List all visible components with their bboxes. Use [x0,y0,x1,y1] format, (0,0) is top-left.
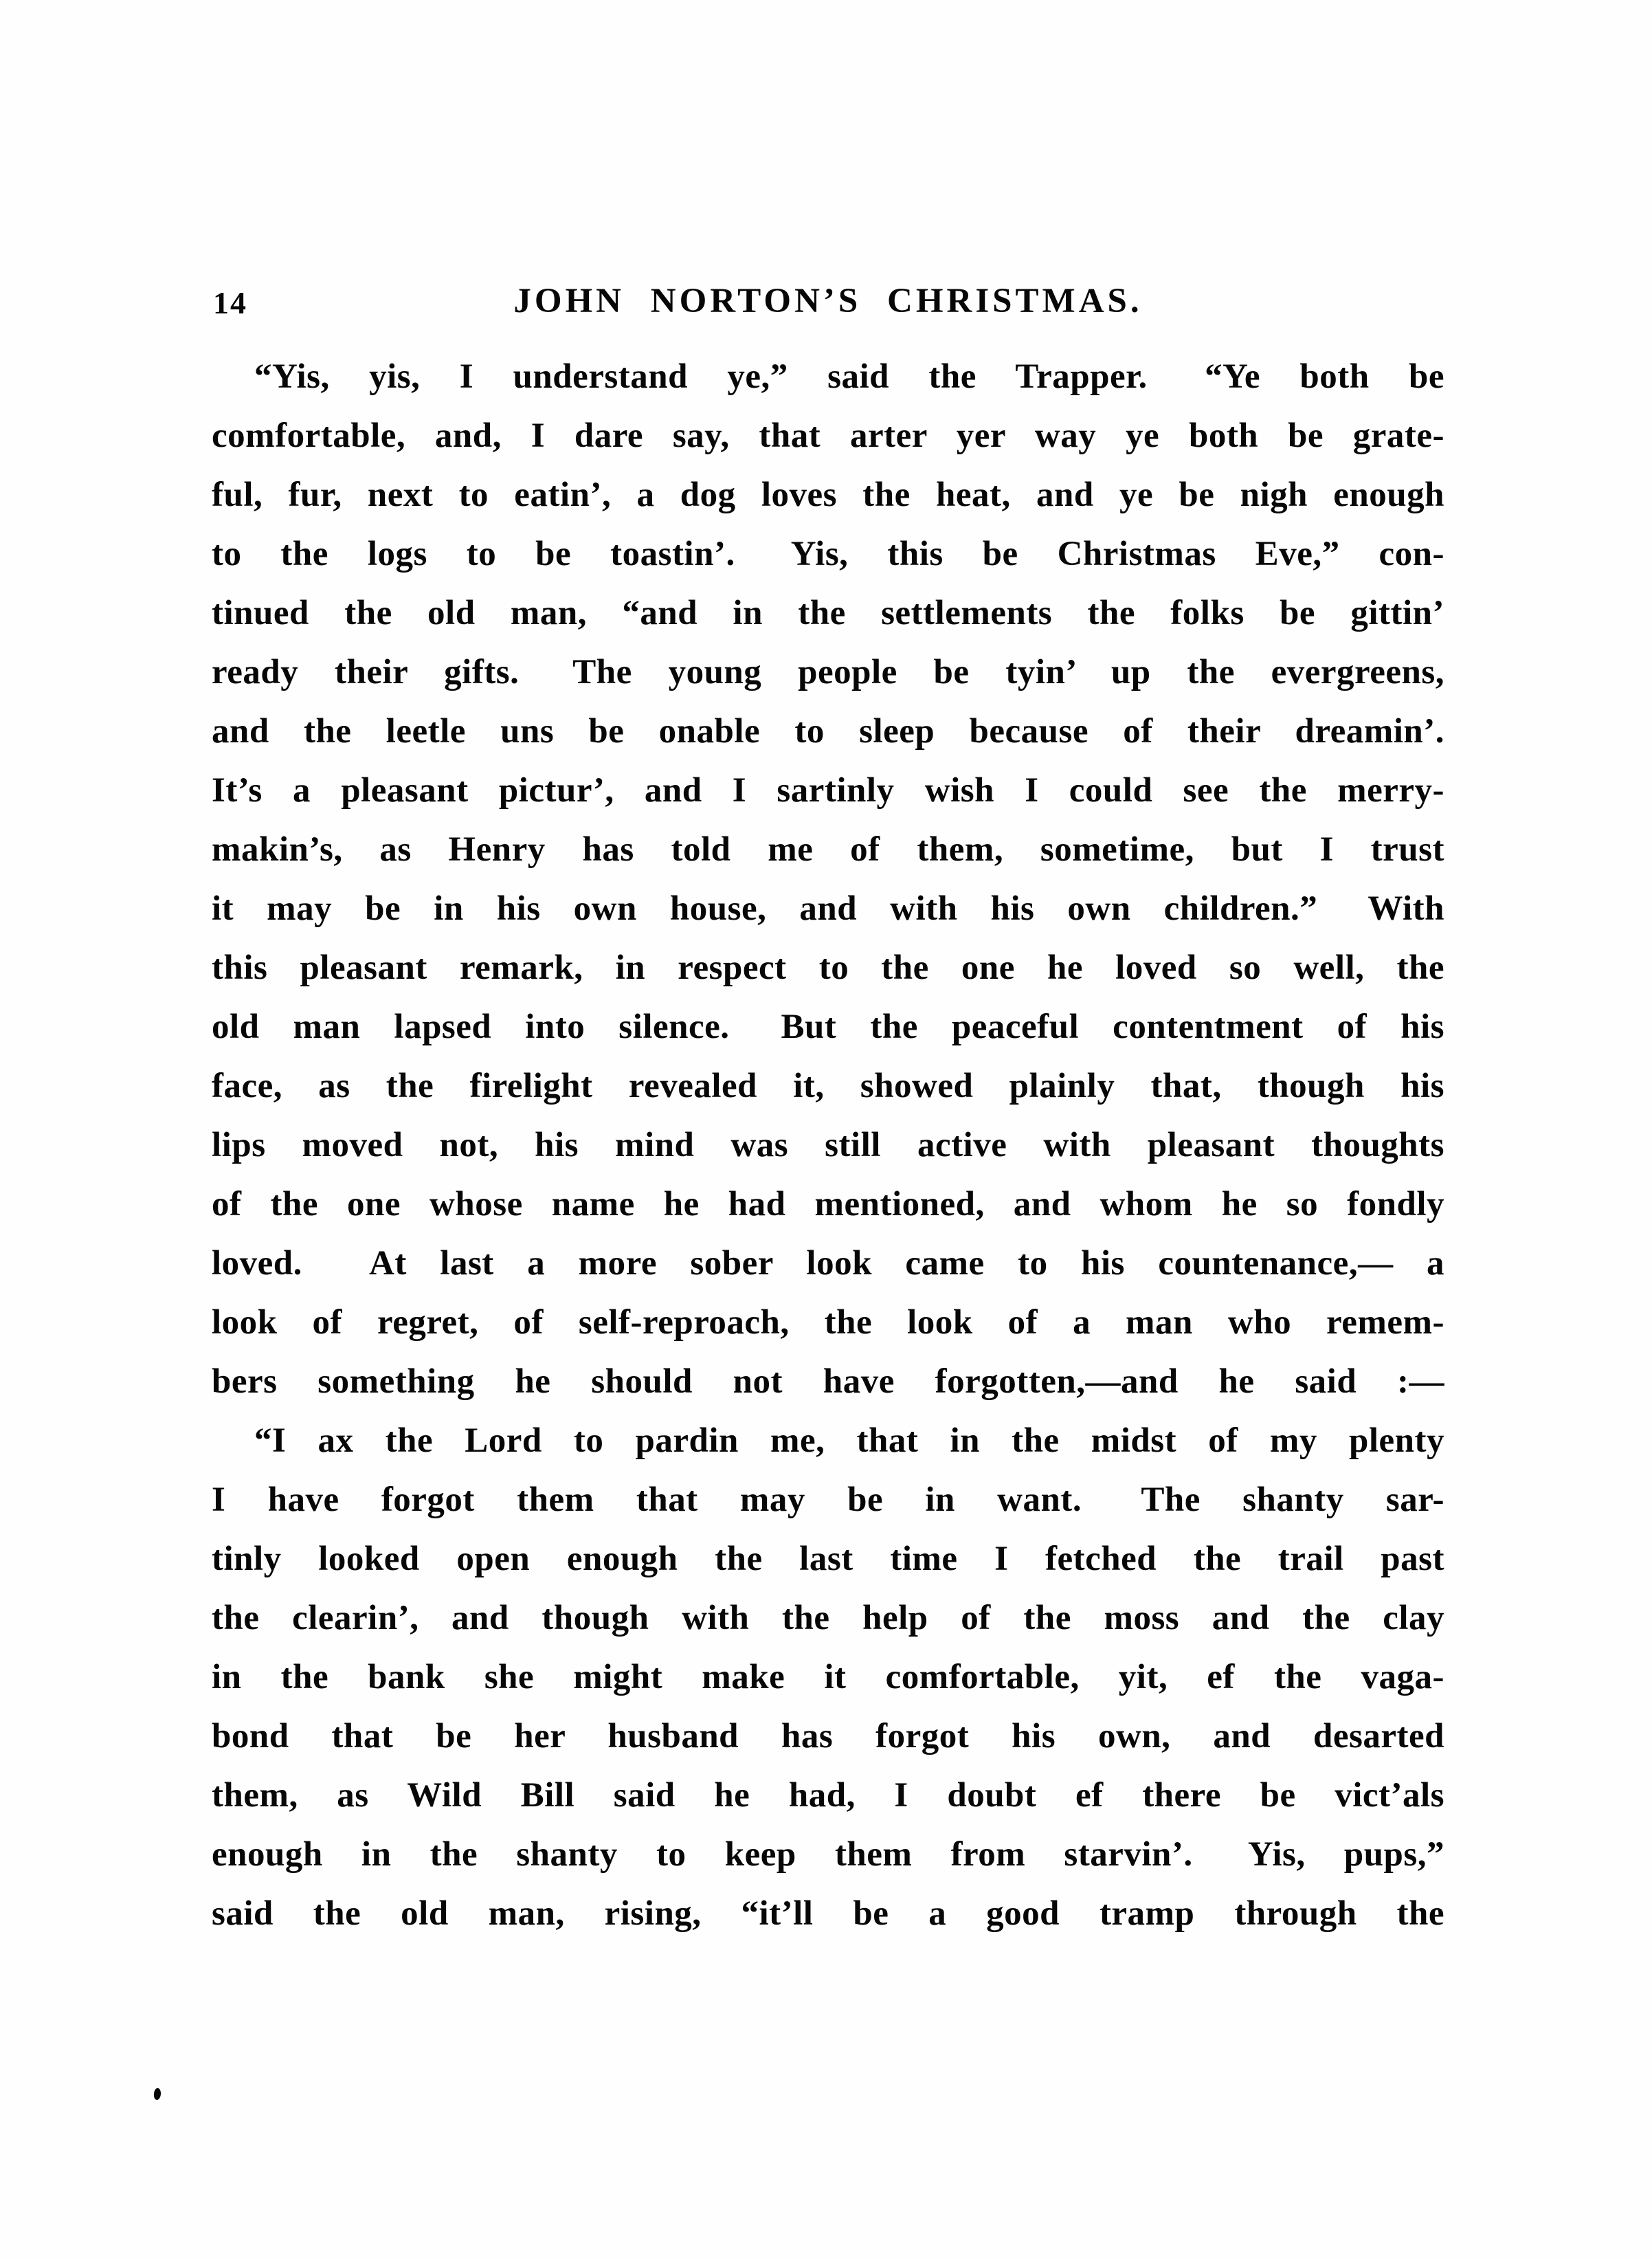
text-line: to the logs to be toastin’. Yis, this be Christmas Eve,” con- [212,535,1444,573]
text-line: lips moved not, his mind was still active with pleasant thoughts [212,1126,1444,1164]
text-line: face, as the firelight revealed it, showed plainly that, though his [212,1067,1444,1105]
page-header [212,279,1444,323]
text-line: “I ax the Lord to pardin me, that in the midst of my plenty [254,1421,1444,1460]
text-line: it may be in his own house, and with his own children.” With [212,889,1444,928]
running-header: JOHN NORTON’S CHRISTMAS. [513,282,1143,320]
text-line: bond that be her husband has forgot his own, and desarted [212,1717,1444,1755]
text-line: I have forgot them that may be in want. The shanty sar- [212,1481,1444,1519]
text-line: look of regret, of self-reproach, the look of a man who remem- [212,1303,1444,1342]
text-line: ful, fur, next to eatin’, a dog loves the heat, and ye be nigh enough [212,476,1444,514]
text-line: them, as Wild Bill said he had, I doubt ef there be vict’als [212,1776,1444,1815]
text-line: makin’s, as Henry has told me of them, sometime, but I trust [212,830,1444,869]
text-line: old man lapsed into silence. But the peaceful contentment of his [212,1008,1444,1046]
text-line: loved. At last a more sober look came to his countenance,— a [212,1244,1444,1283]
text-line: this pleasant remark, in respect to the one he loved so well, the [212,949,1444,987]
text-line: and the leetle uns be onable to sleep because of their dreamin’. [212,712,1444,751]
text-line: It’s a pleasant pictur’, and I sartinly wish I could see the merry- [212,771,1444,810]
text-line: enough in the shanty to keep them from starvin’. Yis, pups,” [212,1835,1444,1874]
text-line: the clearin’, and though with the help of the moss and the clay [212,1599,1444,1637]
text-line: ready their gifts. The young people be tyin’ up the evergreens, [212,653,1444,691]
text-line: tinly looked open enough the last time I fetched the trail past [212,1540,1444,1578]
text-line: said the old man, rising, “it’ll be a good tramp through the [212,1894,1444,1933]
text-line: of the one whose name he had mentioned, and whom he so fondly [212,1185,1444,1223]
page-number: 14 [213,285,247,320]
text-line: bers something he should not have forgotten,—and he said :— [212,1362,1444,1401]
ink-speck [153,2087,161,2100]
text-line: comfortable, and, I dare say, that arter yer way ye both be grate- [212,417,1444,455]
body-text [212,347,1444,1943]
text-line: “Yis, yis, I understand ye,” said the Trapper. “Ye both be [254,357,1444,396]
text-line: in the bank she might make it comfortable, yit, ef the vaga- [212,1658,1444,1696]
text-line: tinued the old man, “and in the settlements the folks be gittin’ [212,594,1444,632]
